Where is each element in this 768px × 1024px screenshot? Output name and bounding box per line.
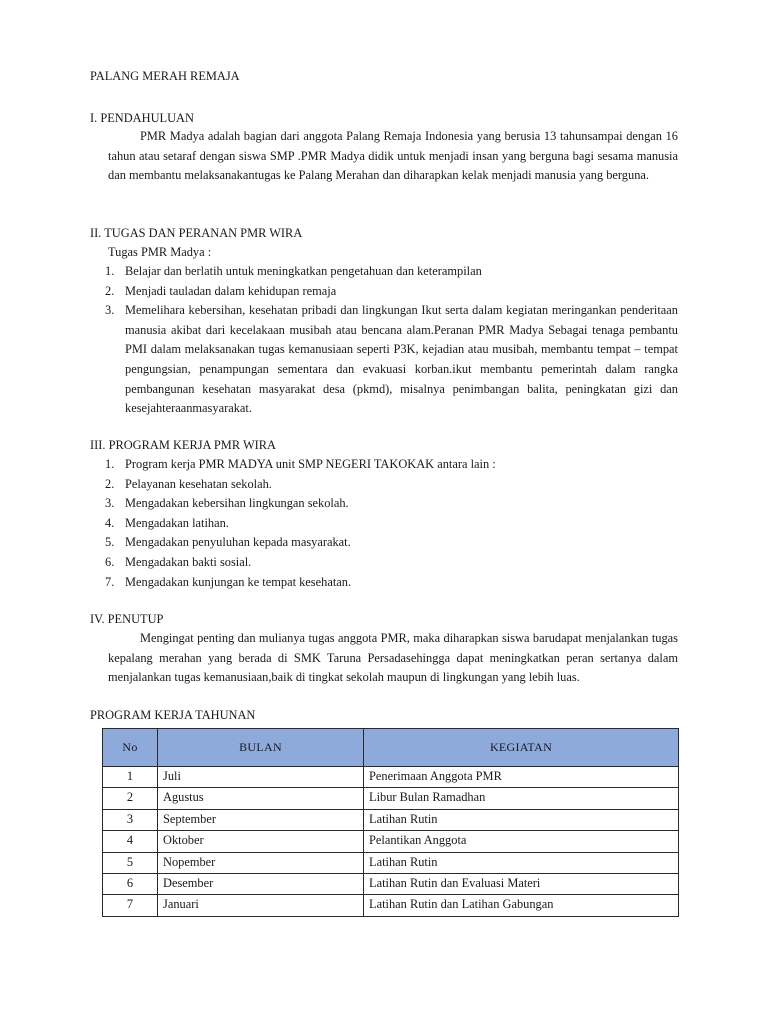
penutup-text: Mengingat penting dan mulianya tugas anggota PMR, maka diharapkan siswa barudapat menjalankan tugas kepalang merahan yang berada di SMK Taruna Persadasehingga dapat meningkatkan peran sertanya dalam menjalankan tugas kemanusiaan,baik di tingkat sekolah maupun di lingkungan yang lebih luas. — [108, 631, 678, 685]
cell-kegiatan: Libur Bulan Ramadhan — [364, 788, 679, 809]
list-item — [105, 514, 678, 534]
cell-bulan: Juli — [158, 767, 364, 788]
table-row — [103, 852, 679, 873]
list-text: Belajar dan berlatih untuk meningkatkan pengetahuan dan keterampilan — [125, 264, 482, 278]
program-tahunan-heading: PROGRAM KERJA TAHUNAN — [90, 708, 256, 722]
list-text: Program kerja PMR MADYA unit SMP NEGERI TAKOKAK antara lain : — [125, 457, 496, 471]
list-number: 2. — [105, 476, 115, 491]
list-number: 4. — [105, 515, 115, 530]
cell-bulan: Januari — [158, 895, 364, 916]
table-row — [103, 895, 679, 916]
section-heading-tugas: II. TUGAS DAN PERANAN PMR WIRA — [90, 226, 303, 240]
list-text: Menjadi tauladan dalam kehidupan remaja — [125, 283, 337, 298]
cell-kegiatan: Penerimaan Anggota PMR — [364, 767, 679, 788]
table-row — [103, 788, 679, 809]
list-item — [105, 573, 678, 593]
list-item — [105, 475, 678, 495]
list-text: Mengadakan latihan. — [125, 515, 229, 530]
header-no: No — [103, 729, 158, 767]
cell-bulan: Nopember — [158, 852, 364, 873]
cell-no: 5 — [103, 852, 158, 873]
cell-no: 4 — [103, 831, 158, 852]
table-header-row — [103, 729, 679, 767]
tugas-list — [105, 262, 678, 419]
list-item — [105, 282, 678, 302]
list-number: 1. — [105, 457, 115, 471]
table-row — [103, 809, 679, 830]
list-text: Memelihara kebersihan, kesehatan pribadi dan lingkungan Ikut serta dalam kegiatan meringankan penderitaan manusia akibat dari kecelakaan musibah atau bencana alam.Peranan PMR Madya Sebagai tenaga pembantu PMI dalam melaksanakan tugas kemanusiaan seperti P3K, kejadian atau musibah, membantu tempat – tempat pengungsian, penampungan sementara dan evakuasi korban.ikut membantu pemerintah dalam rangka pembangunan kesehatan masyarakat desa (pkmd), misalnya penimbangan balita, peningkatan gizi dan kesejahteraanmasyarakat. — [125, 303, 678, 416]
list-item — [105, 533, 678, 553]
cell-no: 3 — [103, 809, 158, 830]
document-title: PALANG MERAH REMAJA — [90, 69, 240, 83]
program-kerja-list — [105, 455, 678, 592]
list-item — [105, 494, 678, 514]
list-text: Pelayanan kesehatan sekolah. — [125, 476, 272, 491]
cell-kegiatan: Latihan Rutin — [364, 852, 679, 873]
list-item — [105, 455, 678, 475]
list-number: 3. — [105, 303, 115, 318]
section-heading-program-kerja: III. PROGRAM KERJA PMR WIRA — [90, 438, 276, 452]
pendahuluan-text: PMR Madya adalah bagian dari anggota Palang Remaja Indonesia yang berusia 13 tahunsampai dengan 16 tahun atau setaraf dengan siswa SMP .PMR Madya didik untuk menjadi insan yang berguna bagi sesama manusia dan membantu melaksanakantugas ke Palang Merahan dan diharapkan kelak menjadi manusia yang berguna. — [108, 129, 678, 183]
table-row — [103, 767, 679, 788]
pendahuluan-paragraph — [108, 127, 678, 186]
cell-bulan: Agustus — [158, 788, 364, 809]
cell-no: 6 — [103, 873, 158, 894]
cell-kegiatan: Latihan Rutin dan Latihan Gabungan — [364, 895, 679, 916]
cell-no: 2 — [103, 788, 158, 809]
list-number: 3. — [105, 496, 115, 511]
tugas-intro: Tugas PMR Madya : — [108, 245, 212, 259]
cell-no: 1 — [103, 767, 158, 788]
cell-bulan: September — [158, 809, 364, 830]
list-item — [105, 301, 678, 419]
section-heading-penutup: IV. PENUTUP — [90, 612, 164, 626]
penutup-paragraph — [108, 629, 678, 688]
list-text: Mengadakan penyuluhan kepada masyarakat. — [125, 535, 351, 550]
program-table — [102, 728, 679, 917]
section-heading-pendahuluan: I. PENDAHULUAN — [90, 111, 194, 125]
cell-kegiatan: Pelantikan Anggota — [364, 831, 679, 852]
list-text: Mengadakan kebersihan lingkungan sekolah. — [125, 496, 349, 511]
cell-kegiatan: Latihan Rutin dan Evaluasi Materi — [364, 873, 679, 894]
table-row — [103, 873, 679, 894]
list-number: 5. — [105, 535, 115, 550]
list-number: 7. — [105, 574, 115, 589]
list-text: Mengadakan bakti sosial. — [125, 554, 252, 569]
header-bulan: BULAN — [158, 729, 364, 767]
list-item — [105, 262, 678, 282]
list-number: 6. — [105, 554, 115, 569]
header-kegiatan: KEGIATAN — [364, 729, 679, 767]
list-item — [105, 553, 678, 573]
list-number: 1. — [105, 264, 115, 278]
cell-kegiatan: Latihan Rutin — [364, 809, 679, 830]
table-row — [103, 831, 679, 852]
cell-bulan: Oktober — [158, 831, 364, 852]
list-text: Mengadakan kunjungan ke tempat kesehatan. — [125, 574, 352, 589]
cell-no: 7 — [103, 895, 158, 916]
list-number: 2. — [105, 283, 115, 298]
cell-bulan: Desember — [158, 873, 364, 894]
